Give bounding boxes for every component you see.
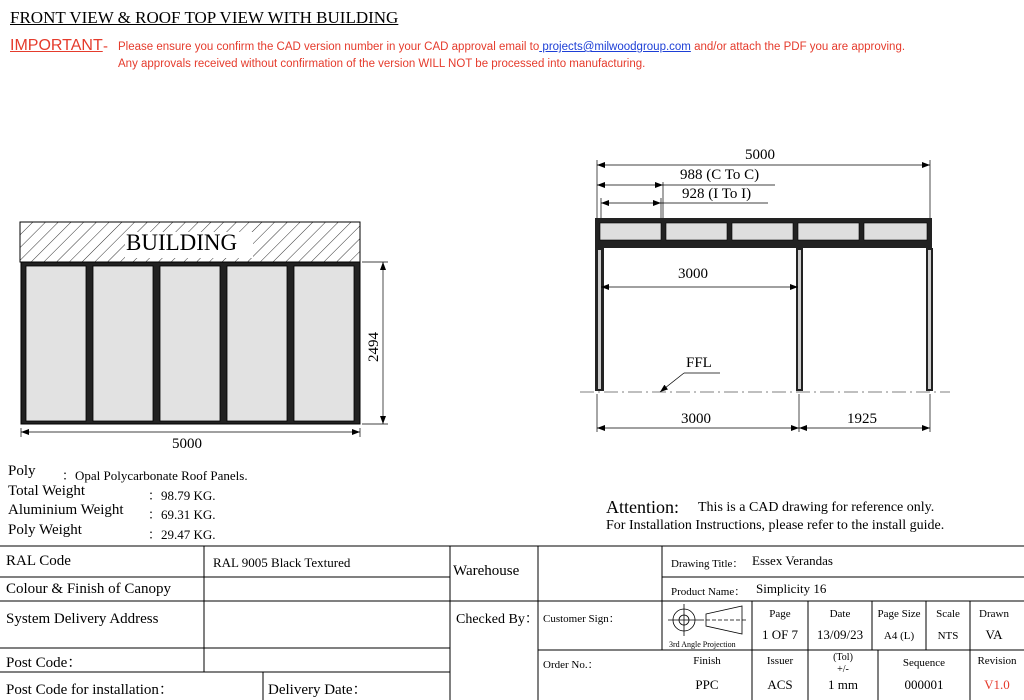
poly-label: Poly	[8, 463, 36, 479]
ral-code-value: RAL 9005 Black Textured	[213, 555, 351, 570]
page-value: 1 OF 7	[761, 627, 799, 642]
ral-code-label: RAL Code	[6, 553, 71, 569]
attention-text: This is a CAD drawing for reference only.	[698, 500, 935, 515]
tolerance-value: 1 mm	[828, 677, 858, 692]
issuer-value: ACS	[767, 677, 793, 692]
aluminium-weight-value: ：69.31 KG.	[148, 507, 216, 522]
projection-caption: 3rd Angle Projection	[669, 640, 736, 649]
important-label: IMPORTANT	[10, 37, 103, 54]
bottom-right-dim: 1925	[847, 411, 877, 427]
important-text-b: and/or attach the PDF you are approving.	[690, 41, 906, 53]
overall-width-dim: 5000	[745, 147, 775, 163]
colour-finish-label: Colour & Finish of Canopy	[6, 581, 172, 597]
drawn-value: VA	[985, 627, 1003, 642]
poly-weight-value: ：29.47 KG.	[148, 527, 216, 542]
date-label: Date	[829, 608, 851, 620]
poly-weight-label: Poly Weight	[8, 522, 82, 538]
building-label: BUILDING	[126, 230, 238, 255]
attention-label: Attention:	[606, 497, 679, 517]
finish-value: PPC	[695, 677, 719, 692]
scale-value: NTS	[937, 630, 959, 642]
post-code-install-label: Post Code for installation：	[6, 682, 174, 698]
page-label: Page	[769, 608, 791, 620]
post-code-label: Post Code：	[6, 655, 83, 671]
scale-label: Scale	[936, 608, 960, 620]
projects-email-link[interactable]: projects@milwoodgroup.com	[539, 41, 691, 53]
drawn-label: Drawn	[979, 608, 1009, 620]
important-text-a: Please ensure you confirm the CAD version number in your CAD approval email to	[118, 41, 540, 53]
projection-dim: 3000	[678, 266, 708, 282]
drawing-heading: FRONT VIEW & ROOF TOP VIEW WITH BUILDING	[10, 8, 399, 27]
rafter-i-to-i-dim: 928 (I To I)	[682, 186, 752, 202]
product-name-label: Product Name：	[671, 586, 746, 598]
ffl-label: FFL	[686, 355, 712, 371]
page-size-value: A4 (L)	[883, 630, 915, 642]
page-size-label: Page Size	[877, 608, 921, 620]
date-value: 13/09/23	[816, 627, 864, 642]
rafter-c-to-c-dim: 988 (C To C)	[680, 167, 760, 183]
bottom-left-dim: 3000	[681, 411, 711, 427]
order-no-label: Order No.：	[543, 659, 599, 671]
poly-value: ：Opal Polycarbonate Roof Panels.	[62, 468, 248, 483]
drawing-title-label: Drawing Title：	[671, 558, 744, 570]
attention-line2: For Installation Instructions, please refer to the install guide.	[606, 518, 945, 533]
total-weight-label: Total Weight	[8, 483, 86, 499]
revision-label: Revision	[977, 655, 1017, 667]
sequence-label: Sequence	[902, 657, 946, 669]
tolerance-plus-minus: +/-	[837, 664, 849, 675]
important-notice-line2: Any approvals received without confirmation of the version WILL NOT be processed into manufacturing.	[118, 58, 646, 70]
finish-label: Finish	[693, 655, 721, 667]
system-delivery-label: System Delivery Address	[6, 611, 159, 627]
checked-by-label: Checked By：	[456, 612, 539, 627]
customer-sign-label: Customer Sign：	[543, 613, 620, 625]
warehouse-label: Warehouse	[453, 563, 520, 579]
product-name-value: Simplicity 16	[756, 581, 827, 596]
total-weight-value: ：98.79 KG.	[148, 488, 216, 503]
third-angle-projection-icon	[668, 604, 748, 636]
sequence-value: 000001	[904, 677, 944, 692]
aluminium-weight-label: Aluminium Weight	[8, 502, 124, 518]
front-width-dim: 5000	[172, 436, 202, 452]
revision-value: V1.0	[984, 677, 1010, 692]
roof-side-view	[580, 160, 950, 432]
delivery-date-label: Delivery Date：	[268, 682, 368, 698]
issuer-label: Issuer	[766, 655, 794, 667]
drawing-title-value: Essex Verandas	[752, 553, 833, 568]
important-dash: -	[103, 38, 108, 55]
tolerance-label: (Tol)	[833, 652, 853, 663]
front-height-dim: 2494	[366, 332, 382, 362]
